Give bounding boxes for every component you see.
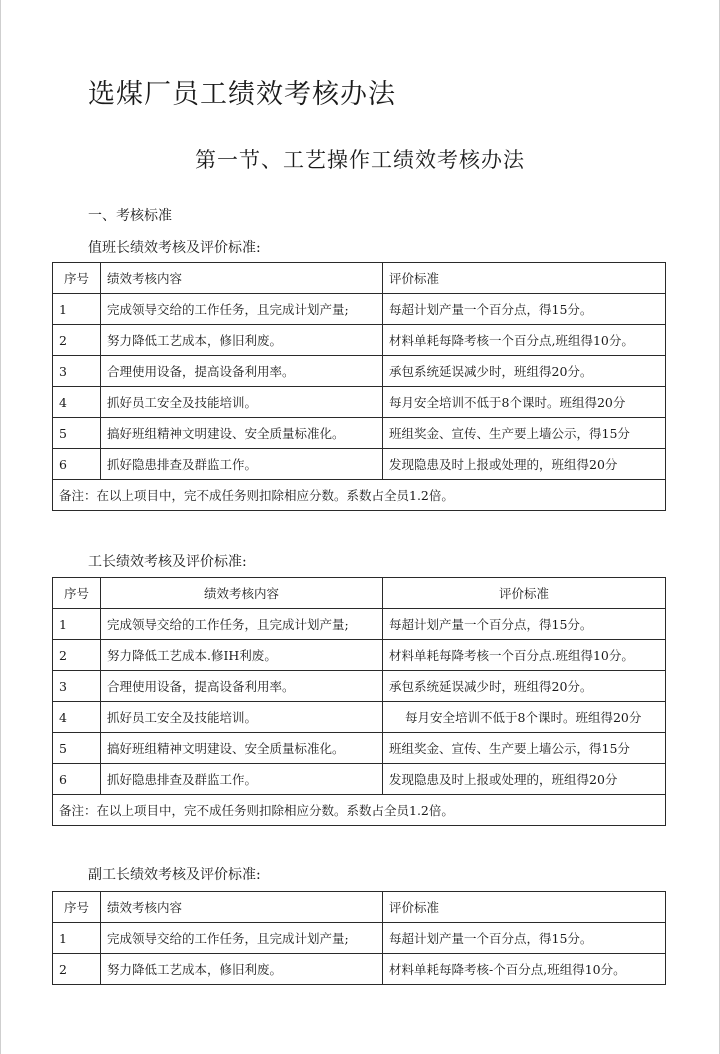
table-row: [53, 671, 666, 702]
document-title: 选煤厂员工绩效考核办法: [88, 79, 396, 110]
cell-content: 努力降低工艺成本，修旧利废。: [101, 954, 383, 985]
table-row: [53, 640, 666, 671]
header-cell-content: 绩效考核内容: [101, 263, 383, 294]
table-note: 备注：在以上项目中，完不成任务则扣除相应分数。系数占全员1.2倍。: [53, 480, 666, 511]
table-note: 备注：在以上项目中，完不成任务则扣除相应分数。系数占全员1.2倍。: [53, 795, 666, 826]
cell-index: 2: [53, 640, 101, 671]
cell-index: 3: [53, 671, 101, 702]
table-row: [53, 294, 666, 325]
cell-criteria: 每超计划产量一个百分点，得15分。: [383, 294, 666, 325]
table-row: [53, 387, 666, 418]
table-row: [53, 954, 666, 985]
cell-index: 2: [53, 325, 101, 356]
table-row: [53, 733, 666, 764]
table-subtitle-foreman: 工长绩效考核及评价标准:: [88, 554, 247, 570]
table-header-row: [53, 892, 666, 923]
cell-criteria: 承包系统延误减少时，班组得20分。: [383, 671, 666, 702]
table-row: [53, 418, 666, 449]
cell-content: 搞好班组精神文明建设、安全质量标准化。: [101, 418, 383, 449]
table-row: [53, 609, 666, 640]
table-subtitle-deputy-foreman: 副工长绩效考核及评价标准:: [88, 867, 261, 883]
cell-criteria: 发现隐患及时上报或处理的，班组得20分: [383, 764, 666, 795]
cell-content: 抓好隐患排查及群监工作。: [101, 764, 383, 795]
cell-criteria: 材料单耗每降考核一个百分点.班组得10分。: [383, 640, 666, 671]
table-header-row: [53, 578, 666, 609]
table-foreman: [52, 577, 666, 826]
table-row: [53, 356, 666, 387]
cell-index: 6: [53, 764, 101, 795]
cell-criteria: 每超计划产量一个百分点，得15分。: [383, 609, 666, 640]
cell-index: 5: [53, 733, 101, 764]
cell-index: 1: [53, 294, 101, 325]
cell-content: 努力降低工艺成本.修IH利废。: [101, 640, 383, 671]
cell-criteria: 材料单耗每降考核一个百分点,班组得10分。: [383, 325, 666, 356]
cell-content: 合理使用设备，提高设备利用率。: [101, 356, 383, 387]
cell-content: 合理使用设备，提高设备利用率。: [101, 671, 383, 702]
cell-criteria: 每超计划产量一个百分点，得15分。: [383, 923, 666, 954]
cell-content: 搞好班组精神文明建设、安全质量标准化。: [101, 733, 383, 764]
table-deputy-foreman: [52, 891, 666, 985]
cell-content: 抓好员工安全及技能培训。: [101, 702, 383, 733]
table-subtitle-shift-leader: 值班长绩效考核及评价标准:: [88, 240, 261, 256]
table-row: [53, 923, 666, 954]
cell-criteria: 每月安全培训不低于8个课时。班组得20分: [383, 702, 666, 733]
cell-criteria: 发现隐患及时上报或处理的，班组得20分: [383, 449, 666, 480]
cell-content: 抓好隐患排查及群监工作。: [101, 449, 383, 480]
cell-index: 4: [53, 387, 101, 418]
cell-criteria: 承包系统延误减少时，班组得20分。: [383, 356, 666, 387]
table-shift-leader: [52, 262, 666, 511]
table-row: [53, 325, 666, 356]
table-note-row: [53, 480, 666, 511]
table-header-row: [53, 263, 666, 294]
header-cell-index: 序号: [53, 263, 101, 294]
table-row: [53, 764, 666, 795]
section-title: 第一节、工艺操作工绩效考核办法: [195, 148, 525, 172]
header-cell-content: 绩效考核内容: [101, 578, 383, 609]
cell-content: 完成领导交给的工作任务，且完成计划产量;: [101, 609, 383, 640]
header-cell-criteria: 评价标准: [383, 578, 666, 609]
header-cell-content: 绩效考核内容: [101, 892, 383, 923]
cell-index: 1: [53, 609, 101, 640]
cell-content: 完成领导交给的工作任务，且完成计划产量;: [101, 923, 383, 954]
cell-index: 4: [53, 702, 101, 733]
table-row: [53, 449, 666, 480]
cell-content: 努力降低工艺成本，修旧利废。: [101, 325, 383, 356]
cell-index: 2: [53, 954, 101, 985]
section-heading: 一、考核标准: [88, 208, 172, 224]
cell-content: 完成领导交给的工作任务，且完成计划产量;: [101, 294, 383, 325]
table-row: [53, 702, 666, 733]
cell-criteria: 班组奖金、宣传、生产要上墙公示，得15分: [383, 418, 666, 449]
header-cell-index: 序号: [53, 892, 101, 923]
table-note-row: [53, 795, 666, 826]
cell-criteria: 每月安全培训不低于8个课时。班组得20分: [383, 387, 666, 418]
cell-index: 3: [53, 356, 101, 387]
cell-index: 5: [53, 418, 101, 449]
header-cell-criteria: 评价标准: [383, 892, 666, 923]
header-cell-criteria: 评价标准: [383, 263, 666, 294]
header-cell-index: 序号: [53, 578, 101, 609]
cell-content: 抓好员工安全及技能培训。: [101, 387, 383, 418]
cell-criteria: 材料单耗每降考核-个百分点,班组得10分。: [383, 954, 666, 985]
cell-index: 1: [53, 923, 101, 954]
cell-index: 6: [53, 449, 101, 480]
cell-criteria: 班组奖金、宣传、生产要上墙公示，得15分: [383, 733, 666, 764]
